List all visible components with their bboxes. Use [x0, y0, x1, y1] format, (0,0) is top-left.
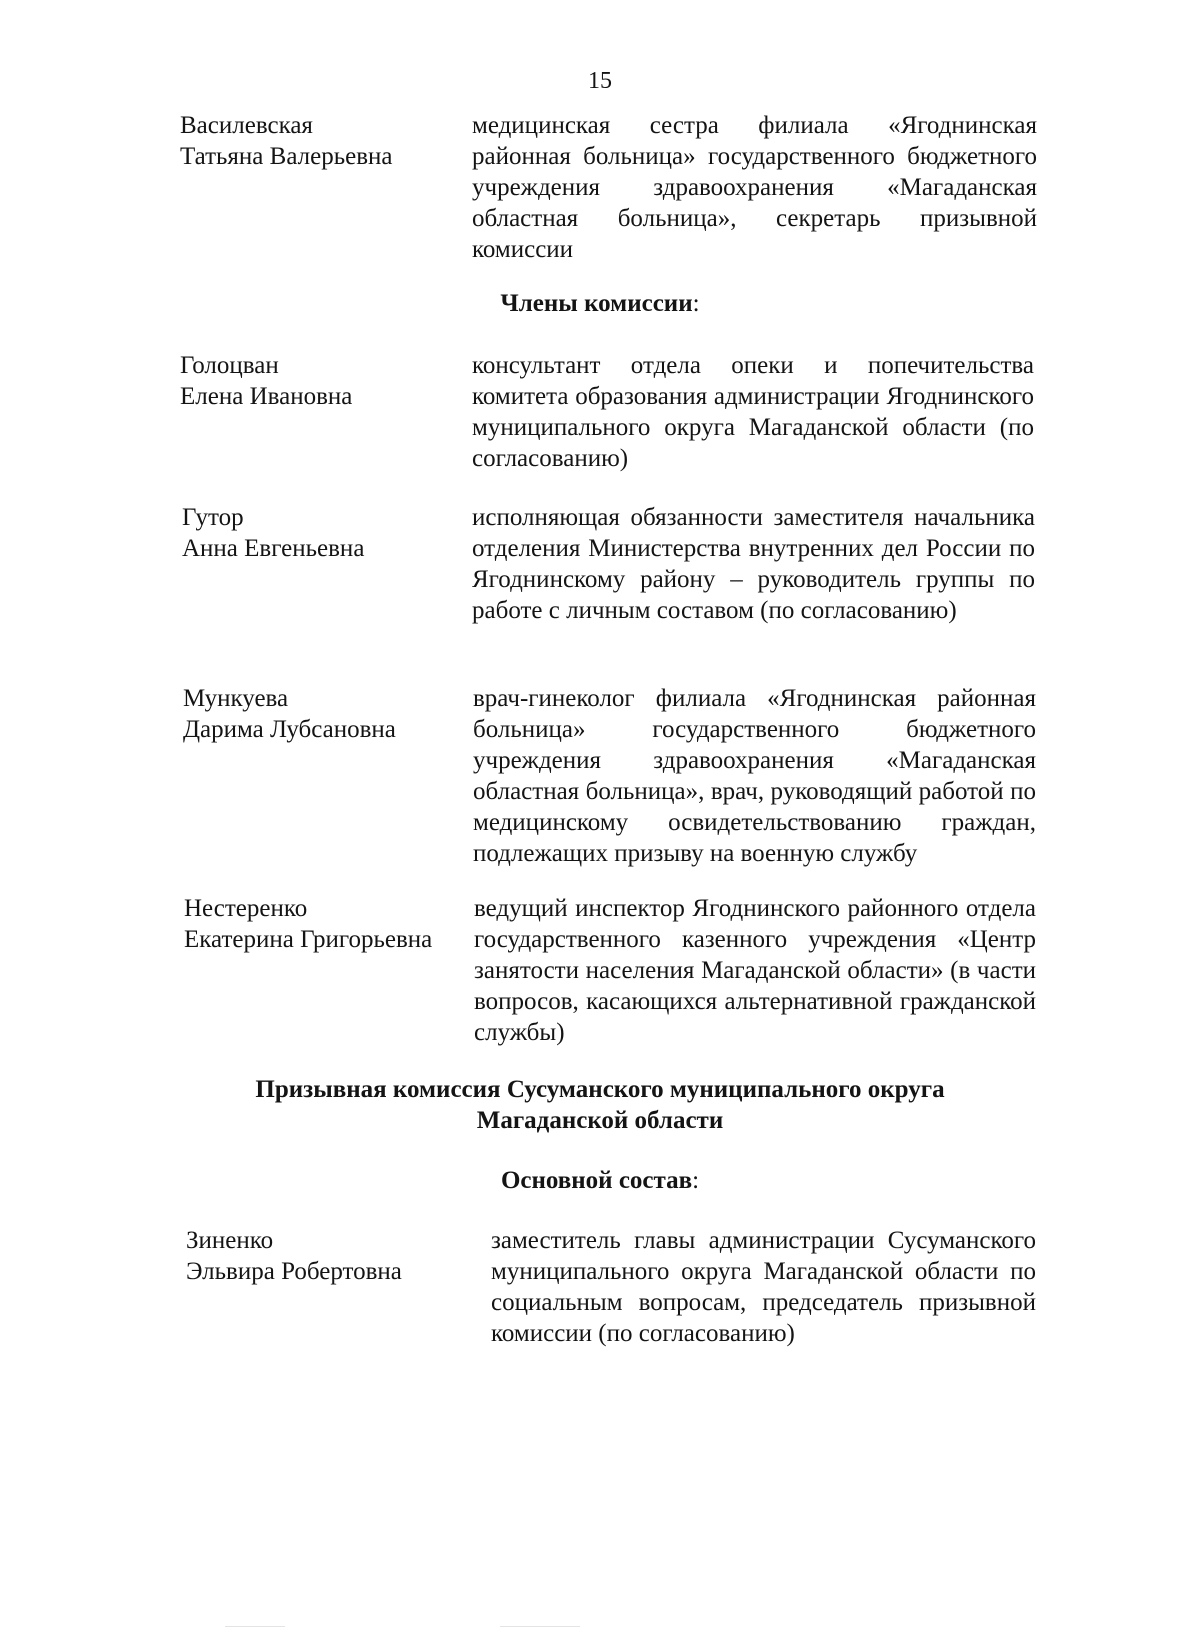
- commission-title-line1: Призывная комиссия Сусуманского муниципального округа: [255, 1076, 945, 1103]
- member-entry: [180, 350, 1034, 474]
- main-composition-heading-suffix: :: [692, 1167, 700, 1194]
- person-given-names: Анна Евгеньевна: [182, 535, 365, 562]
- commission-title: [0, 1074, 1200, 1136]
- page-number: 15: [588, 68, 612, 94]
- person-given-names: Елена Ивановна: [180, 383, 353, 410]
- person-name: [183, 683, 483, 869]
- person-role: ведущий инспектор Ягоднинского районного отдела государственного казенного учреждения «Центр занятости населения Магаданской области» (в части вопросов, касающихся альтернативной гражданской службы): [474, 895, 1036, 1046]
- person-name: [186, 1225, 491, 1349]
- person-name: [180, 350, 480, 474]
- scan-artifact: [225, 1626, 285, 1627]
- main-composition-heading: [0, 1165, 1200, 1196]
- person-role: исполняющая обязанности заместителя начальника отделения Министерства внутренних дел России по Ягоднинскому району – руководитель группы по работе с личным составом (по согласованию): [472, 504, 1035, 624]
- person-role: заместитель главы администрации Сусуманского муниципального округа Магаданской области по социальным вопросам, председатель призывной комиссии (по согласованию): [491, 1227, 1036, 1347]
- person-given-names: Дарима Лубсановна: [183, 716, 396, 743]
- person-surname: Зиненко: [186, 1227, 274, 1254]
- member-entry: [184, 893, 1036, 1048]
- member-entry: [183, 683, 1036, 869]
- person-given-names: Татьяна Валерьевна: [180, 143, 393, 170]
- person-role: консультант отдела опеки и попечительства комитета образования администрации Ягоднинского муниципального округа Магаданской области (по согласованию): [472, 352, 1034, 472]
- person-name: [182, 502, 482, 626]
- commission-title-line2: Магаданской области: [476, 1107, 724, 1134]
- members-heading: [0, 288, 1200, 319]
- members-heading-suffix: :: [692, 290, 700, 317]
- person-role: врач-гинеколог филиала «Ягоднинская районная больница» государственного бюджетного учреждения здравоохранения «Магаданская областная больница», врач, руководящий работой по медицинскому освидетельствованию граждан, подлежащих призыву на военную службу: [473, 685, 1036, 867]
- person-surname: Василевская: [180, 112, 313, 139]
- scan-artifact: [500, 1626, 580, 1627]
- person-given-names: Екатерина Григорьевна: [184, 926, 433, 953]
- person-surname: Гутор: [182, 504, 244, 531]
- person-name: [180, 110, 480, 265]
- person-name: [184, 893, 474, 1048]
- member-entry: [182, 502, 1035, 626]
- person-surname: Нестеренко: [184, 895, 308, 922]
- person-role: медицинская сестра филиала «Ягоднинская районная больница» государственного бюджетного учреждения здравоохранения «Магаданская областная больница», секретарь призывной комиссии: [472, 112, 1037, 263]
- person-surname: Голоцван: [180, 352, 279, 379]
- person-surname: Мункуева: [183, 685, 289, 712]
- members-heading-label: Члены комиссии: [500, 290, 693, 317]
- person-given-names: Эльвира Робертовна: [186, 1258, 402, 1285]
- chair-entry: [186, 1225, 1036, 1349]
- secretary-entry: [180, 110, 1037, 265]
- main-composition-heading-label: Основной состав: [500, 1167, 693, 1194]
